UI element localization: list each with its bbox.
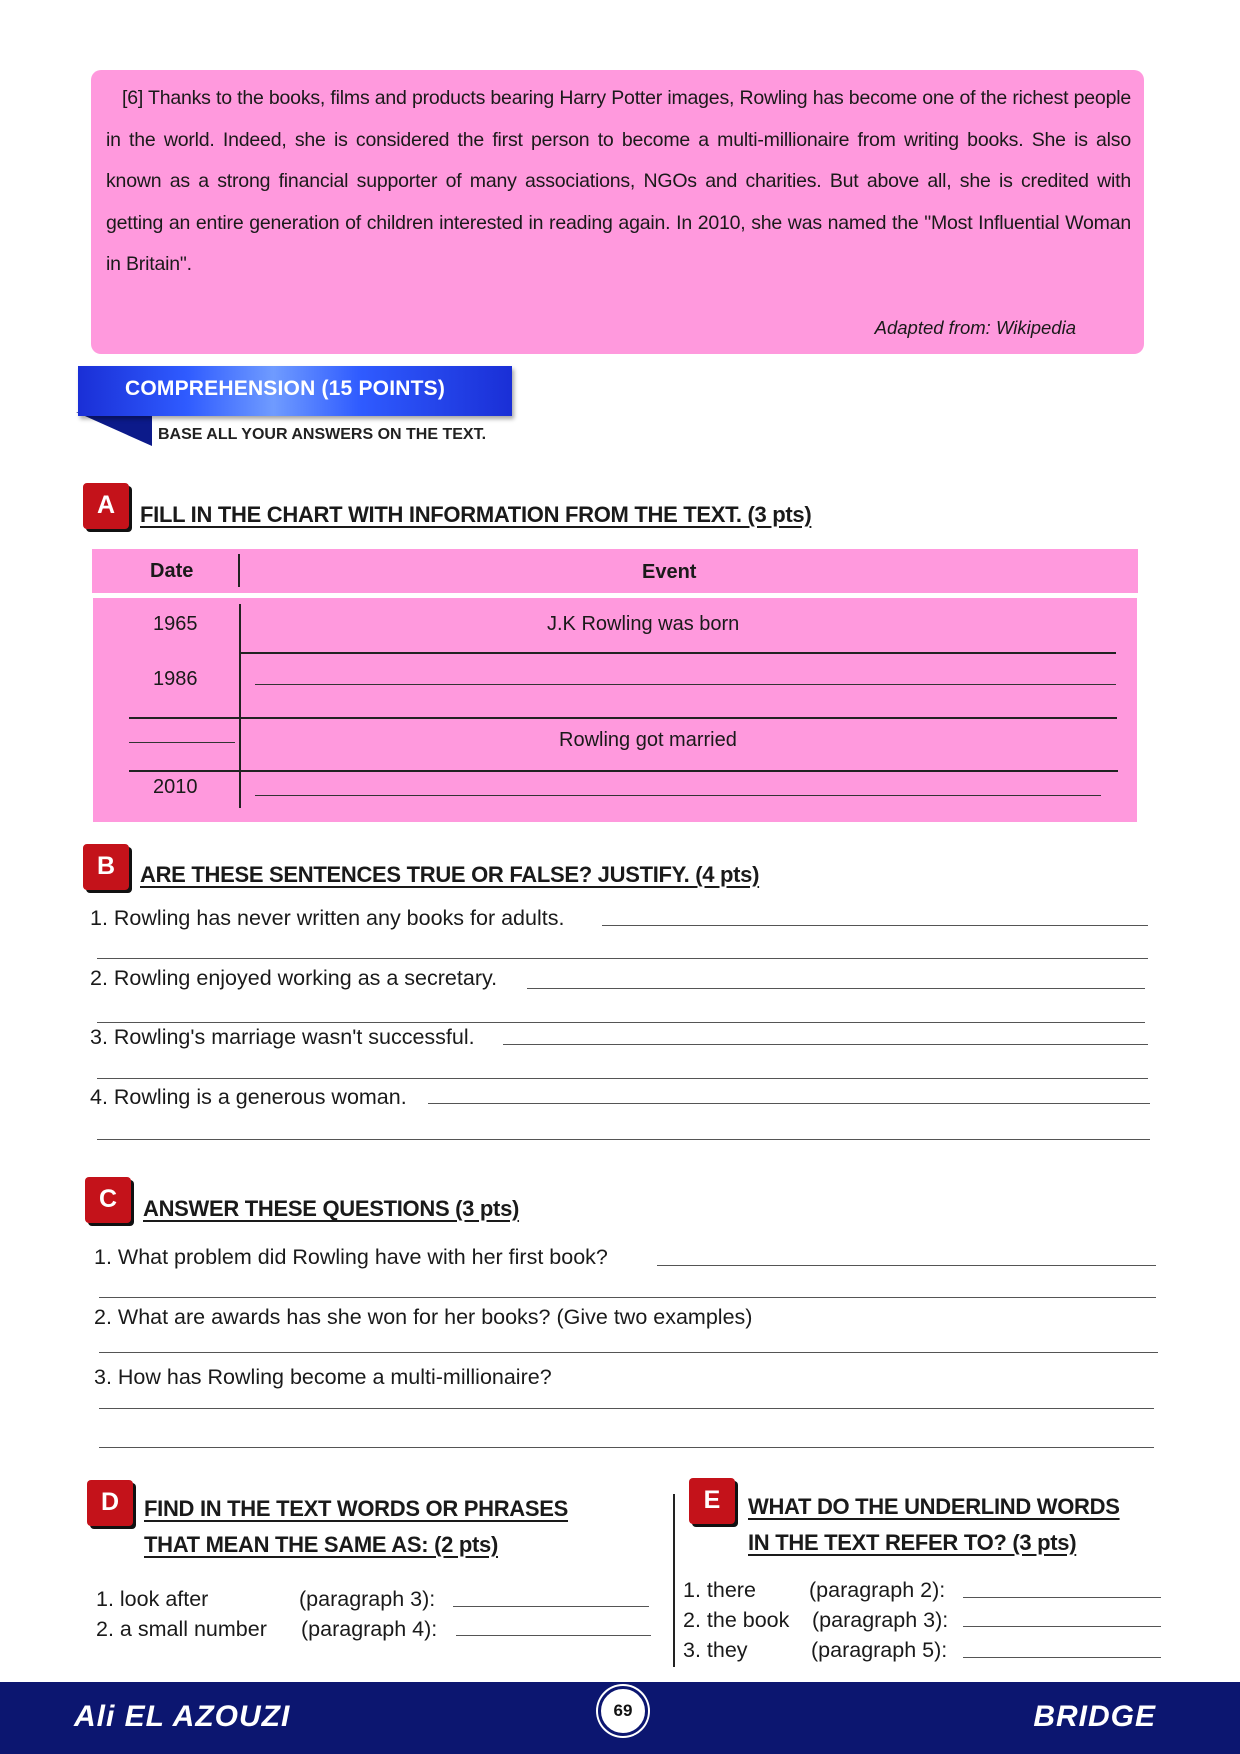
chart-row-separator <box>129 717 1117 719</box>
footer-brand: BRIDGE <box>1033 1700 1156 1733</box>
chart-col-event: Event <box>642 561 697 583</box>
answer-line[interactable] <box>99 1352 1158 1353</box>
answer-line[interactable] <box>453 1606 649 1607</box>
column-divider <box>673 1494 675 1667</box>
answer-line[interactable] <box>97 958 1148 959</box>
answer-line[interactable] <box>97 1078 1148 1079</box>
answer-line[interactable] <box>456 1635 651 1636</box>
answer-line[interactable] <box>963 1657 1161 1658</box>
chart-row-separator <box>129 770 1118 772</box>
section-e-badge: E <box>689 1478 735 1524</box>
question-item: 3. How has Rowling become a multi-millionaire? <box>94 1365 552 1389</box>
chart-row-date: 1986 <box>153 668 198 690</box>
chart-row-event: Rowling got married <box>559 729 737 751</box>
chart-body <box>93 598 1137 822</box>
answer-line[interactable] <box>99 1447 1154 1448</box>
reference-ref: (paragraph 3): <box>812 1608 949 1632</box>
answer-line[interactable] <box>503 1044 1148 1045</box>
comprehension-title: COMPREHENSION (15 POINTS) <box>125 377 446 400</box>
section-e-title-line1: WHAT DO THE UNDERLIND WORDS <box>748 1494 1120 1519</box>
synonym-term: 1. look after <box>96 1587 209 1611</box>
answer-line[interactable] <box>97 1139 1150 1140</box>
section-a-title: FILL IN THE CHART WITH INFORMATION FROM THE TEXT. (3 pts) <box>140 502 812 527</box>
reference-term: 3. they <box>683 1638 748 1662</box>
footer-author: Ali EL AZOUZI <box>74 1700 291 1733</box>
chart-col-date: Date <box>150 560 194 582</box>
answer-line[interactable] <box>602 925 1148 926</box>
synonym-term: 2. a small number <box>96 1617 267 1641</box>
banner-tail <box>76 412 152 446</box>
answer-line[interactable] <box>963 1626 1161 1627</box>
chart-row-date: 2010 <box>153 776 198 798</box>
chart-row-date: 1965 <box>153 613 198 635</box>
tf-item: 1. Rowling has never written any books for adults. <box>90 906 565 930</box>
chart-header-divider <box>238 554 240 587</box>
chart-row-separator <box>240 652 1116 654</box>
comprehension-banner <box>78 366 512 416</box>
synonym-ref: (paragraph 4): <box>301 1617 438 1641</box>
passage-box <box>91 70 1144 354</box>
tf-item: 4. Rowling is a generous woman. <box>90 1085 407 1109</box>
answer-line[interactable] <box>428 1103 1150 1104</box>
reference-term: 1. there <box>683 1578 756 1602</box>
section-b-title: ARE THESE SENTENCES TRUE OR FALSE? JUSTIFY. (4 pts) <box>140 862 760 887</box>
tf-item: 2. Rowling enjoyed working as a secretary. <box>90 966 498 990</box>
section-a-badge: A <box>83 483 129 529</box>
answer-line[interactable] <box>97 1022 1145 1023</box>
answer-line[interactable] <box>527 988 1145 989</box>
chart-date-blank[interactable] <box>129 742 235 743</box>
passage-text: [6] Thanks to the books, films and products bearing Harry Potter images, Rowling has become one of the richest people in the world. Indeed, she is considered the first person to become a multi-millionaire from writing books. She is also known as a strong financial supporter of many associations, NGOs and charities. But above all, she is credited with getting an entire generation of children interested in reading again. In 2010, she was named the "Most Influential Woman in Britain". <box>106 87 1131 275</box>
reference-term: 2. the book <box>683 1608 790 1632</box>
answer-line[interactable] <box>99 1408 1154 1409</box>
tf-item: 3. Rowling's marriage wasn't successful. <box>90 1025 475 1049</box>
section-b-badge: B <box>83 844 129 890</box>
synonym-ref: (paragraph 3): <box>299 1587 436 1611</box>
section-d-title-line1: FIND IN THE TEXT WORDS OR PHRASES <box>144 1496 569 1521</box>
passage-source: Adapted from: Wikipedia <box>874 317 1076 338</box>
chart-event-blank[interactable] <box>255 795 1101 796</box>
section-c-badge: C <box>85 1177 131 1223</box>
question-item: 2. What are awards has she won for her books? (Give two examples) <box>94 1305 753 1329</box>
section-d-badge: D <box>87 1480 133 1526</box>
section-e-title-line2: IN THE TEXT REFER TO? (3 pts) <box>748 1530 1077 1555</box>
page-number: 69 <box>598 1686 648 1736</box>
chart-header <box>92 549 1138 593</box>
chart-event-blank[interactable] <box>255 684 1116 685</box>
reference-ref: (paragraph 5): <box>811 1638 948 1662</box>
answer-line[interactable] <box>963 1597 1161 1598</box>
question-item: 1. What problem did Rowling have with her first book? <box>94 1245 608 1269</box>
chart-column-divider <box>239 604 241 808</box>
section-d-title-line2: THAT MEAN THE SAME AS: (2 pts) <box>144 1532 498 1557</box>
answer-line[interactable] <box>99 1297 1156 1298</box>
reference-ref: (paragraph 2): <box>809 1578 946 1602</box>
answer-line[interactable] <box>657 1265 1156 1266</box>
comprehension-subtitle: BASE ALL YOUR ANSWERS ON THE TEXT. <box>158 426 487 443</box>
section-c-title: ANSWER THESE QUESTIONS (3 pts) <box>143 1196 520 1221</box>
chart-row-event: J.K Rowling was born <box>547 613 740 635</box>
